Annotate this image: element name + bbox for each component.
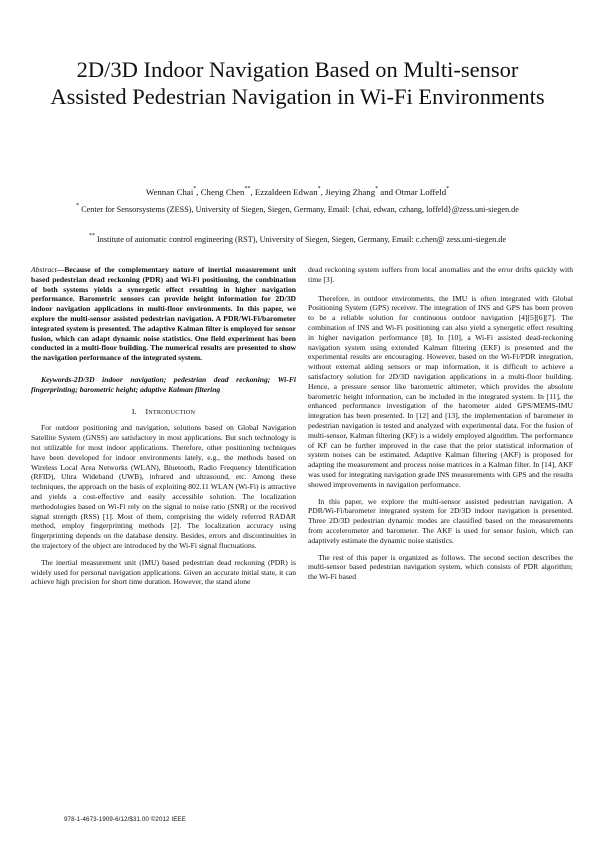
section-title-rest: NTRODUCTION (148, 408, 196, 416)
affiliation-mark: * (317, 186, 321, 192)
author-list (30, 187, 565, 198)
paragraph: In this paper, we explore the multi-sensor assisted pedestrian navigation. A PDR/Wi-Fi/barometer integrated system for 2D/3D indoor navigation is presented. Three 2D/3D pedestrian dynamic modes are classified based on the measurements from accelerometer and barometer. The AKF is used for sensor fusion, which can adaptively estimate the dynamic noise statistics. (308, 496, 573, 545)
abstract-text: Because of the complementary nature of inertial measurement unit based pedestrian dead reckoning (PDR) and Wi-Fi positioning, the combination of both systems yields a synergetic effect resulting in higher navigation performance. Barometric sensors can provide height information for 2D/3D indoor navigation applications in multi-floor environments. In this paper, we explore the multi-sensor assisted pedestrian navigation. A PDR/Wi-Fi/barometer integrated system is presented. The adaptive Kalman filter is employed for sensor fusion, which can adapt dynamic noise statistics. One field experiment has been conducted in a multi-floor building. The numerical results are presented to show the navigation performance of the integrated system. (31, 265, 296, 363)
section-title-initial: I (145, 406, 149, 416)
copyright-footer: 978-1-4673-1909-6/12/$31.00 ©2012 IEEE (64, 816, 186, 823)
paper-title: 2D/3D Indoor Navigation Based on Multi-sensor Assisted Pedestrian Navigation in Wi-Fi Environments (50, 57, 545, 109)
abstract (31, 265, 296, 363)
author-separator: , (320, 187, 326, 197)
affiliation-mark: ** (244, 186, 251, 192)
author-separator: and (378, 187, 396, 197)
affiliation-mark: * (446, 186, 450, 192)
paragraph: The inertial measurement unit (IMU) based pedestrian dead reckoning (PDR) is widely used for personal navigation applications. Given an accurate initial state, it can achieve high precision for short time duration. However, the stand alone (31, 557, 296, 587)
affiliation-mark: * (375, 186, 379, 192)
paragraph-continued: dead reckoning system suffers from local anomalies and the error drifts quickly with time [3]. (308, 265, 573, 284)
right-column (308, 265, 573, 589)
affiliation-text: Institute of automatic control engineering (RST), University of Siegen, Siegen, Germany, Email: c.chen@ zess.uni-siegen.de (94, 235, 507, 244)
affiliation-rst (30, 234, 565, 246)
author-name: Otmar Loffeld (395, 187, 447, 197)
author-name: Ezzaldeen Edwan (254, 187, 318, 197)
affiliation-mark: * (193, 186, 197, 192)
affiliation-zess (30, 204, 565, 216)
author-separator: , (250, 187, 255, 197)
section-number: I. (131, 406, 137, 416)
author-name: Wennan Chai (145, 187, 194, 197)
affiliation-mark: ** (88, 233, 95, 239)
author-name: Cheng Chen (200, 187, 245, 197)
affiliation-mark: * (76, 203, 80, 209)
left-column (31, 265, 296, 594)
keywords: Keywords-2D/3D indoor navigation; pedestrian dead reckoning; Wi-Fi fingerprinting; barometric height; adaptive Kalman filtering (31, 374, 296, 394)
author-separator: , (196, 187, 201, 197)
affiliation-text: Center for Sensorsystems (ZESS), University of Siegen, Siegen, Germany, Email: {chai, edwan, czhang, loffeld}@zess.uni-siegen.de (79, 205, 519, 214)
paragraph: The rest of this paper is organized as follows. The second section describes the multi-sensor based pedestrian navigation system, which consists of PDR algorithm; the Wi-Fi based (308, 552, 573, 582)
paragraph: Therefore, in outdoor environments, the IMU is often integrated with Global Positioning System (GPS) receiver. The integration of INS and GPS has been proven to be a reliable solution for continuous outdoor navigation [4][5][6][7]. The combination of INS and Wi-Fi positioning can also yield a synergetic effect resulting in higher navigation performance [8]. In [10], a Wi-Fi assisted dead-reckoning navigation system using extended Kalman filtering (EKF) is presented and the experimental results are encouraging. However, based on the Wi-Fi/PDR integration, without external aiding sensors or map information, it is difficult to achieve a satisfactory solution for 2D/3D navigation applications in a multi-floor building. Hence, a pressure sensor like barometric altimeter, which provides the absolute barometric height information, can be included in the integrated system. In [11], the enhanced performance investigation of the barometer aided GPS/MEMS-IMU integration has been presented. In [12] and [13], the implementation of barometer in pedestrian navigation is tested and analyzed with experimental data. For the fusion of multi-sensor, Kalman filtering (KF) is a widely employed algorithm. The performance of KF can be further improved in the case that the prior statistical information of system noises can be estimated. Adaptive Kalman filtering (AKF) is proposed for adapting the measurement and process noise matrices in a Kalman filter. In [14], AKF was used for integrating navigation grade INS measurements with GPS and the results showed improvements in navigation performance. (308, 293, 573, 489)
abstract-dash: — (56, 265, 65, 274)
section-heading-introduction (31, 407, 296, 418)
paragraph: For outdoor positioning and navigation, solutions based on Global Navigation Satellite System (GNSS) are satisfactory in most applications. But such technology is not utilizable for most indoor applications. Therefore, other positioning techniques have been developed for indoor environments lately, e.g., the methods based on Wireless Local Area Networks (WLAN), Bluetooth, Radio Frequency Identification (RFID), Ultra Wideband (UWB), infrared and ultrasound, etc. Among these techniques, the approach on the basis of exploiting 802.11 WLAN (Wi-Fi) is attractive and yields a cost-effective and easily accessible solution. The localization methodologies based on Wi-Fi rely on the signal to noise ratio (SNR) or the received signal strength (RSS) [1]. Most of them, comprising the widely referred RADAR method, employ fingerprinting methods [2]. The localization accuracy using fingerprinting depends on the database density. Besides, errors and discontinuities in the trajectory of the object are introduced by the Wi-Fi signal fluctuations. (31, 423, 296, 550)
author-name: Jieying Zhang (325, 187, 376, 197)
abstract-label: Abstract (31, 265, 57, 274)
